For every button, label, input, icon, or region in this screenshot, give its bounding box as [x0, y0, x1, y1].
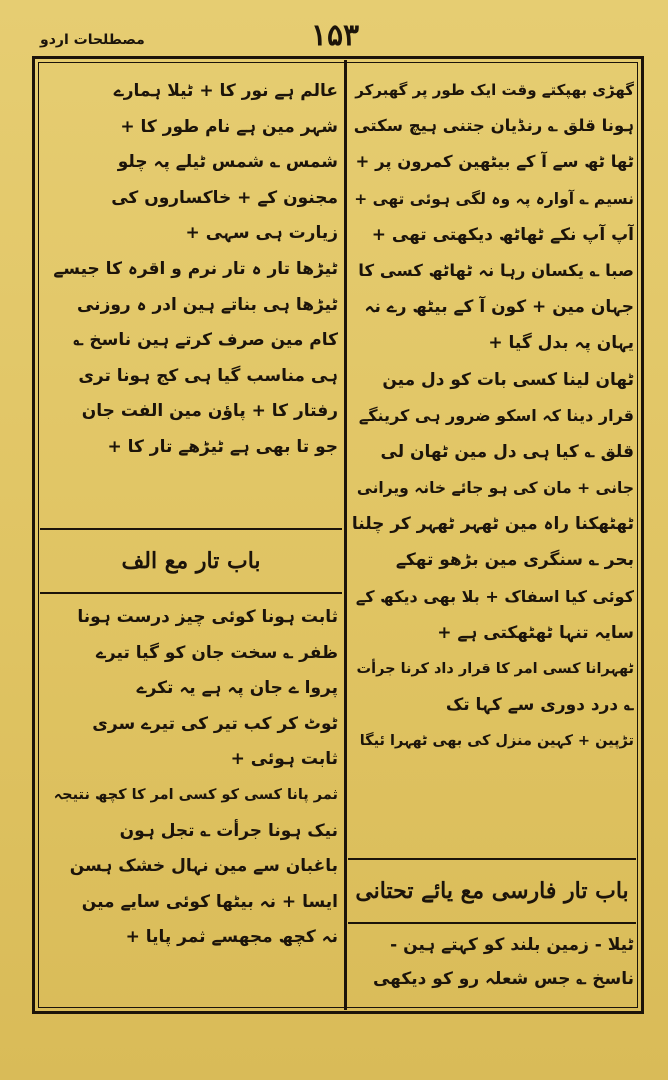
column-divider	[344, 60, 347, 1010]
text-line: نسیم ؎ آوارہ پہ وہ لگی ہوئی تھی +	[354, 189, 634, 208]
text-line: ناسخ ؎ جس شعلہ رو کو دیکھی	[372, 969, 634, 989]
text-line: قرار دینا کہ اسکو ضرور ہی کرینگے	[358, 405, 634, 425]
text-line: ٹھا ٹھ سے آ کے بیٹھین کمرون پر +	[355, 152, 634, 172]
text-line: ٹھہرانا کسی امر کا قرار داد کرنا جرأت	[356, 661, 634, 677]
text-line: ثمر پانا کسی کو کسی امر کا کچھ نتیجہ	[53, 786, 338, 803]
text-line: عالم ہے نور کا + ٹیلا ہمارے	[113, 81, 338, 101]
left-column-bottom	[46, 600, 338, 956]
section-heading-ta-farsi: باب تار فارسی مع یائے تحتانی	[348, 858, 636, 924]
text-line: ایسا + نہ بیٹھا کوئی سایے مین	[81, 891, 338, 912]
text-line: کوئی کیا اسفاک + بلا بھی دیکھ کے	[355, 586, 634, 606]
text-line: ٹیلا - زمین بلند کو کہتے ہین -	[390, 935, 634, 955]
text-line: صبا ؎ یکسان رہا نہ ٹھاٹھ کسی کا	[358, 260, 634, 280]
text-line: ہونا قلق ؎ رنڈیان جتنی ہیچ سکتی	[353, 116, 634, 136]
text-line: ہی مناسب گیا ہی کج ہونا تری	[78, 365, 338, 386]
right-column	[352, 72, 634, 760]
text-line: نہ کچھ مجھسے ثمر پایا +	[125, 927, 338, 948]
text-line: باغبان سے مین نہال خشک ہسن	[69, 856, 338, 877]
text-line: ظفر ؎ سخت جان کو گیا تیرے	[95, 642, 338, 663]
text-line: تڑپین + کہین منزل کی بھی ٹھہرا ئیگا	[359, 733, 634, 750]
text-line: پروا ے جان پہ ہے یہ تکرے	[136, 678, 338, 699]
text-line: ثابت ہونا کوئی چیز درست ہونا	[77, 607, 338, 627]
text-line: ٹوٹ کر کب تیر کی تیرے سری	[92, 713, 338, 734]
text-line: بحر ؎ سنگری مین بڑھو تھکے	[395, 550, 634, 571]
text-line: ٹیڑھا ہی بناتے ہین ادر ہ روزنی	[76, 294, 338, 315]
text-line: ثابت ہوئی +	[230, 749, 338, 770]
text-line: کام مین صرف کرتے ہین ناسخ ؎	[73, 330, 338, 351]
text-line: ٹیڑھا تار ہ تار نرم و اقرہ کا جیسے	[53, 258, 338, 279]
text-line: سایہ تنہا ٹھٹھکتی ہے +	[437, 622, 634, 643]
text-line: آپ آپ نکے ٹھاٹھ دیکھتی تھی +	[371, 224, 634, 245]
running-title: مصطلحات اردو	[40, 32, 145, 48]
text-line: ٹھٹھکنا راہ مین ٹھہر ٹھہر کر چلنا	[352, 514, 634, 535]
text-line: رفتار کا + پاؤن مین الفت جان	[81, 401, 338, 422]
text-line: مجنون کے + خاکساروں کی	[111, 187, 338, 208]
text-line: جہان مین + کون آ کے بیٹھ رے نہ	[364, 297, 634, 318]
text-line: جانی + مان کی ہو جائے خانہ ویرانی	[356, 479, 634, 498]
text-line: شمس ؎ شمس ٹیلے پہ چلو	[117, 152, 338, 173]
text-line: گھڑی بھپکتے وقت ایک طور پر گھبرکر	[355, 81, 634, 99]
section-heading-ta-alif: باب تار مع الف	[40, 528, 342, 594]
text-line: زیارت ہی سہی +	[185, 223, 338, 244]
right-column-bottom	[352, 928, 634, 996]
text-line: ٹھان لینا کسی بات کو دل مین	[382, 369, 634, 390]
text-line: ؎ درد دوری سے کہا تک	[445, 695, 634, 716]
text-line: یہان پہ بدل گیا +	[488, 333, 634, 354]
left-column-top	[46, 74, 338, 466]
text-line: جو تا بھی ہے ٹیڑھے تار کا +	[107, 436, 338, 457]
page-number: ۱۵۳	[310, 18, 360, 53]
text-line: نیک ہونا جرأت ؎ تجل ہون	[119, 820, 338, 841]
text-line: قلق ؎ کیا ہی دل مین ٹھان لی	[380, 441, 634, 462]
text-line: شہر مین ہے نام طور کا +	[120, 116, 338, 137]
